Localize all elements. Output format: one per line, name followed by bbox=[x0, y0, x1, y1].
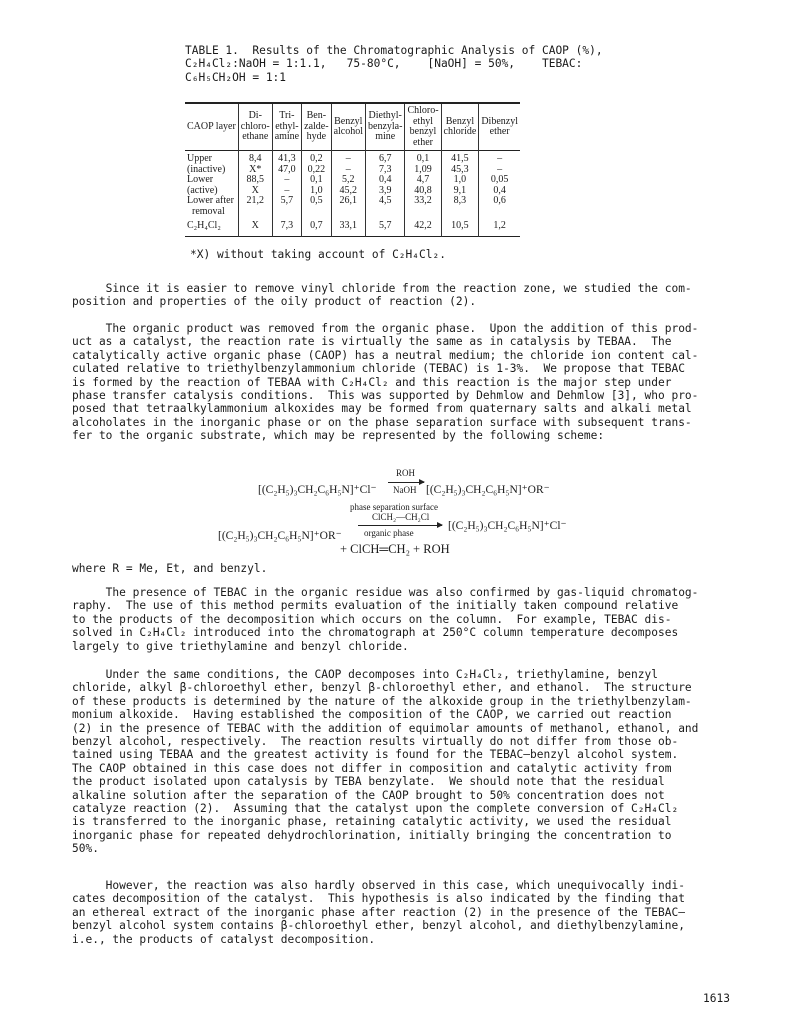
table-row bbox=[185, 151, 520, 165]
scheme-product-2: [(C₂H₅)₃CH₂C₆H₅N]⁺Cl⁻ bbox=[448, 520, 567, 532]
table-cell: 0,6 bbox=[479, 196, 520, 217]
table-cell: 0,2 bbox=[302, 151, 331, 165]
table-cell: 8,4 bbox=[238, 151, 272, 165]
table-cell: 33,1 bbox=[331, 217, 365, 236]
column-header: CAOP layer bbox=[187, 120, 236, 132]
column-header: Benzyl chloride bbox=[441, 103, 479, 151]
paragraph-line: fer to the organic substrate, which may be represented by the following scheme: bbox=[72, 429, 605, 443]
table-cell: – bbox=[272, 186, 301, 197]
table-cell: 5,2 bbox=[331, 175, 365, 186]
paragraph-line: the product isolated upon catalysis by TEBA benzylate. We should note that the residual bbox=[72, 775, 665, 789]
table-cell: 4,7 bbox=[405, 175, 441, 186]
table-cell: 1,2 bbox=[479, 217, 520, 236]
caption-line: C₂H₄Cl₂:NaOH = 1:1.1, 75-80°C, [NaOH] = 50%, TEBAC: bbox=[185, 57, 583, 71]
scheme-reagent-top-2: ClCH₂—CH₂Cl bbox=[372, 512, 430, 522]
column-header: Di- chloro- ethane bbox=[238, 103, 272, 151]
row-label: Lower bbox=[187, 174, 214, 185]
table-cell: 0,1 bbox=[302, 175, 331, 186]
table-cell: X bbox=[238, 217, 272, 236]
table-cell: – bbox=[479, 165, 520, 176]
table-cell: 10,5 bbox=[441, 217, 479, 236]
column-header: Diethyl- benzyla- mine bbox=[366, 103, 405, 151]
table-cell: – bbox=[479, 151, 520, 165]
row-label: Lower after removal bbox=[187, 195, 234, 217]
paragraph-line: benzyl alcohol system contains β-chloroethyl ether, benzyl alcohol, and diethylbenzylamine, bbox=[72, 919, 685, 933]
paragraph-line: largely to give triethylamine and benzyl chloride. bbox=[72, 639, 409, 653]
paragraph-line: solved in C₂H₄Cl₂ introduced into the chromatograph at 250°C column temperature decomposes bbox=[72, 626, 679, 640]
table-cell: 0,22 bbox=[302, 165, 331, 176]
paragraph-line: alcoholates in the inorganic phase or on the phase separation surface with subsequent trans- bbox=[72, 415, 692, 429]
paragraph-line: Since it is easier to remove vinyl chloride from the reaction zone, we studied the com- bbox=[72, 282, 692, 295]
table-cell: 26,1 bbox=[331, 196, 365, 217]
table-cell: 21,2 bbox=[238, 196, 272, 217]
paragraph-line: phase transfer catalysis conditions. This was supported by Dehmlow and Dehmlow [3], who pro- bbox=[72, 389, 699, 403]
paragraph-line: is transferred to the inorganic phase, retaining catalytic activity, we used the residual bbox=[72, 815, 672, 829]
table-cell: 6,7 bbox=[366, 151, 405, 165]
row-label: C₂H₄Cl₂ bbox=[187, 220, 221, 231]
paragraph-line: uct as a catalyst, the reaction rate is virtually the same as in catalysis by TEBAA. The bbox=[72, 335, 672, 349]
reaction-arrow bbox=[388, 482, 424, 483]
scheme-legend-text: where R = Me, Et, and benzyl. bbox=[72, 562, 268, 575]
scheme-reactant-1: [(C₂H₅)₃CH₂C₆H₅N]⁺Cl⁻ bbox=[258, 484, 377, 496]
table-cell: 4,5 bbox=[366, 196, 405, 217]
table-cell: 0,1 bbox=[405, 151, 441, 165]
table-cell: 47,0 bbox=[272, 165, 301, 176]
row-label: (inactive) bbox=[187, 163, 226, 175]
table-cell: 5,7 bbox=[272, 196, 301, 217]
row-label: (active) bbox=[187, 184, 218, 196]
scheme-reagent-bottom-2: organic phase bbox=[364, 528, 414, 538]
column-header: Ben- zalde- hyde bbox=[302, 103, 331, 151]
table-row bbox=[185, 217, 520, 236]
paragraph bbox=[72, 668, 752, 856]
table-cell: 5,7 bbox=[366, 217, 405, 236]
caption-line: TABLE 1. Results of the Chromatographic Analysis of CAOP (%), bbox=[185, 44, 603, 57]
table-cell: – bbox=[331, 151, 365, 165]
row-label: Upper bbox=[187, 153, 212, 164]
paragraph-line: However, the reaction was also hardly observed in this case, which unequivocally indi- bbox=[72, 879, 685, 892]
paragraph bbox=[72, 322, 752, 443]
table-cell: 1,0 bbox=[441, 175, 479, 186]
paragraph bbox=[72, 586, 752, 653]
paragraph-line: of these products is determined by the nature of the alkoxide group in the triethylbenzylam- bbox=[72, 694, 692, 708]
paragraph-line: chloride, alkyl β-chloroethyl ether, benzyl β-chloroethyl ether, and ethanol. The structure bbox=[72, 681, 692, 695]
paragraph-line: The organic product was removed from the organic phase. Upon the addition of this prod- bbox=[72, 322, 699, 335]
scheme-products: + ClCH═CH₂ + ROH bbox=[340, 542, 450, 556]
table-cell: 0,7 bbox=[302, 217, 331, 236]
page-number: 1613 bbox=[703, 992, 730, 1005]
paragraph-line: an ethereal extract of the inorganic phase after reaction (2) in the presence of the TEBAC— bbox=[72, 905, 685, 919]
paragraph-line: to the products of the decomposition which occurs on the column. For example, TEBAC dis- bbox=[72, 612, 672, 626]
table-cell: 33,2 bbox=[405, 196, 441, 217]
scheme-reagent-bottom-1: NaOH bbox=[393, 485, 417, 495]
scheme-legend bbox=[72, 562, 752, 575]
table-cell: 7,3 bbox=[272, 217, 301, 236]
paragraph bbox=[72, 879, 752, 946]
table-cell: 1,09 bbox=[405, 165, 441, 176]
paragraph-line: The CAOP obtained in this case does not differ in composition and catalytic activity from bbox=[72, 761, 672, 775]
scheme-caption: phase separation surface bbox=[350, 502, 438, 512]
table-cell: 45,2 bbox=[331, 186, 365, 197]
table-cell: 45,3 bbox=[441, 165, 479, 176]
scheme-reactant-2: [(C₂H₅)₃CH₂C₆H₅N]⁺OR⁻ bbox=[218, 530, 342, 542]
paragraph-line: inorganic phase for repeated dehydrochlorination, initially bringing the concentration to bbox=[72, 828, 672, 842]
table-cell: 8,3 bbox=[441, 196, 479, 217]
caption-line: C₆H₅CH₂OH = 1:1 bbox=[185, 70, 287, 84]
paragraph-line: posed that tetraalkylammonium alkoxides may be formed from quaternary salts and alkali metal bbox=[72, 402, 692, 416]
paragraph-line: benzyl alcohol, respectively. The reaction results virtually do not differ from those ob- bbox=[72, 735, 679, 749]
table-caption bbox=[185, 44, 745, 84]
table-cell: 88,5 bbox=[238, 175, 272, 186]
paragraph-line: i.e., the products of catalyst decomposition. bbox=[72, 932, 376, 946]
table-cell: – bbox=[272, 175, 301, 186]
table-cell: 9,1 bbox=[441, 186, 479, 197]
paragraph-line: is formed by the reaction of TEBAA with C₂H₄Cl₂ and this reaction is the major step under bbox=[72, 375, 672, 389]
table-cell: 1,0 bbox=[302, 186, 331, 197]
table-footnote: *X) without taking account of C₂H₄Cl₂. bbox=[190, 248, 446, 261]
results-table bbox=[185, 102, 680, 237]
table-cell: 40,8 bbox=[405, 186, 441, 197]
table-cell: 3,9 bbox=[366, 186, 405, 197]
paragraph-line: raphy. The use of this method permits evaluation of the initially taken compound relative bbox=[72, 599, 679, 613]
table-cell: 7,3 bbox=[366, 165, 405, 176]
table-cell: X bbox=[238, 186, 272, 197]
reaction-arrow bbox=[358, 525, 442, 526]
table-row bbox=[185, 196, 520, 217]
table-cell: X* bbox=[238, 165, 272, 176]
paragraph-line: alkaline solution after the separation of the CAOP brought to 50% concentration does not bbox=[72, 788, 665, 802]
paragraph-line: Under the same conditions, the CAOP decomposes into C₂H₄Cl₂, triethylamine, benzyl bbox=[72, 668, 658, 681]
paragraph bbox=[72, 282, 752, 309]
table-cell: 41,3 bbox=[272, 151, 301, 165]
paragraph-line: catalyze reaction (2). Assuming that the catalyst upon the complete conversion of C₂H₄Cl₂ bbox=[72, 802, 679, 816]
paragraph-line: catalytically active organic phase (CAOP) has a neutral medium; the chloride ion content cal- bbox=[72, 348, 699, 362]
table-cell: 0,4 bbox=[479, 186, 520, 197]
scheme-reagent-top-1: ROH bbox=[396, 468, 416, 478]
table-row bbox=[185, 175, 520, 186]
paragraph-line: position and properties of the oily product of reaction (2). bbox=[72, 295, 477, 309]
table-cell: 41,5 bbox=[441, 151, 479, 165]
paragraph-line: culated relative to triethylbenzylammonium chloride (TEBAC) is 1-3%. We propose that TEBAC bbox=[72, 362, 685, 376]
table-cell: 0,05 bbox=[479, 175, 520, 186]
column-header: Dibenzyl ether bbox=[479, 103, 520, 151]
paragraph-line: cates decomposition of the catalyst. This hypothesis is also indicated by the finding that bbox=[72, 892, 685, 906]
table-cell: 0,4 bbox=[366, 175, 405, 186]
table-cell: 0,5 bbox=[302, 196, 331, 217]
table-cell: 42,2 bbox=[405, 217, 441, 236]
table-cell: – bbox=[331, 165, 365, 176]
paragraph-line: (2) in the presence of TEBAC with the addition of equimolar amounts of methanol, ethanol, and bbox=[72, 721, 699, 735]
scheme-product-1: [(C₂H₅)₃CH₂C₆H₅N]⁺OR⁻ bbox=[426, 484, 550, 496]
paragraph-line: monium alkoxide. Having established the composition of the CAOP, we carried out reaction bbox=[72, 708, 672, 722]
column-header: Tri- ethyl- amine bbox=[272, 103, 301, 151]
paragraph-line: The presence of TEBAC in the organic residue was also confirmed by gas-liquid chromatog- bbox=[72, 586, 699, 599]
column-header: Benzyl alcohol bbox=[331, 103, 365, 151]
column-header: Chloro- ethyl benzyl ether bbox=[405, 103, 441, 151]
paragraph-line: 50%. bbox=[72, 842, 99, 856]
paragraph-line: tained using TEBAA and the greatest activity is found for the TEBAC—benzyl alcohol system. bbox=[72, 748, 679, 762]
